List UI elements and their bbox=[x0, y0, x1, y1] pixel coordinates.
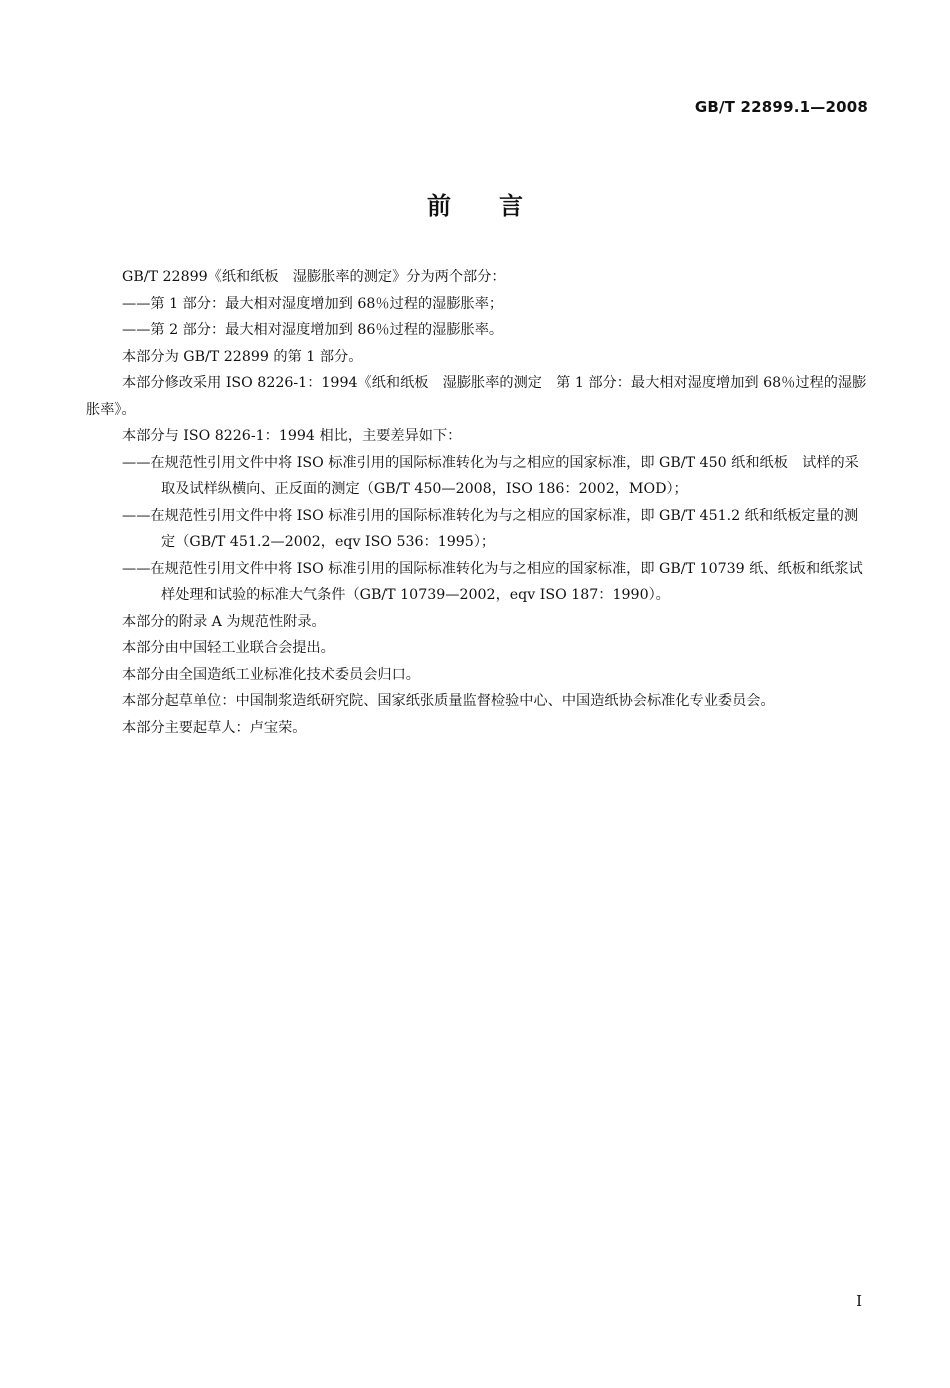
list-item-difference-2: ——在规范性引用文件中将 ISO 标准引用的国际标准转化为与之相应的国家标准，即 GB/T 451.2 纸和纸板定量的测定（GB/T 451.2—2002，eqv ISO 536：1995）； bbox=[122, 507, 859, 550]
paragraph-appendix: 本部分的附录 A 为规范性附录。 bbox=[122, 613, 326, 630]
page-number: I bbox=[856, 1292, 862, 1310]
list-item-difference-3: ——在规范性引用文件中将 ISO 标准引用的国际标准转化为与之相应的国家标准，即 GB/T 10739 纸、纸板和纸浆试样处理和试验的标准大气条件（GB/T 10739—2002，eqv ISO 187：1990）。 bbox=[122, 560, 863, 603]
paragraph-differences: 本部分与 ISO 8226-1：1994 相比，主要差异如下： bbox=[122, 428, 462, 444]
standard-number: GB/T 22899.1—2008 bbox=[694, 98, 868, 116]
paragraph-adoption: 本部分修改采用 ISO 8226-1：1994《纸和纸板 湿膨胀率的测定 第 1 部分：最大相对湿度增加到 68％过程的湿膨胀率》。 bbox=[86, 375, 867, 418]
paragraph-drafters: 本部分主要起草人：卢宝荣。 bbox=[122, 719, 307, 736]
paragraph-intro: GB/T 22899《纸和纸板 湿膨胀率的测定》分为两个部分： bbox=[122, 269, 506, 285]
page-title: 前言 bbox=[427, 192, 571, 220]
list-item-part-2: ——第 2 部分：最大相对湿度增加到 86％过程的湿膨胀率。 bbox=[122, 322, 504, 338]
paragraph-proposer: 本部分由中国轻工业联合会提出。 bbox=[122, 640, 335, 656]
list-item-part-1: ——第 1 部分：最大相对湿度增加到 68％过程的湿膨胀率； bbox=[122, 295, 504, 312]
list-item-difference-1: ——在规范性引用文件中将 ISO 标准引用的国际标准转化为与之相应的国家标准，即 GB/T 450 纸和纸板 试样的采取及试样纵横向、正反面的测定（GB/T 450—2008，ISO 186：2002，MOD）； bbox=[122, 454, 859, 497]
document-body bbox=[86, 264, 869, 741]
paragraph-committee: 本部分由全国造纸工业标准化技术委员会归口。 bbox=[122, 666, 420, 683]
paragraph-part-scope: 本部分为 GB/T 22899 的第 1 部分。 bbox=[122, 348, 363, 365]
paragraph-drafting-units: 本部分起草单位：中国制浆造纸研究院、国家纸张质量监督检验中心、中国造纸协会标准化专业委员会。 bbox=[122, 693, 775, 709]
